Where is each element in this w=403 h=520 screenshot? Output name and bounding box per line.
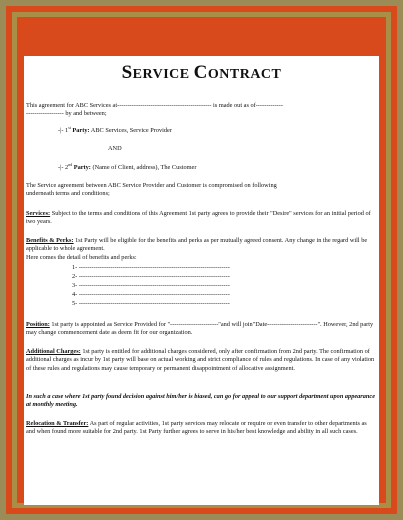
position-section [26,321,376,338]
party-2-text: (Name of Client, address), The Customer [90,164,197,171]
compromise-paragraph [26,182,376,199]
title-initial-1: S [121,62,133,83]
benefit-item-4: 4- ------------------------------------------------------------------------ [72,291,230,298]
party-1-prefix: -|- 1 [58,127,69,134]
relocation-heading: Relocation & Transfer: [26,420,89,427]
and-text: AND [108,145,122,152]
party-2-prefix: -|- 2 [58,164,69,171]
party-2-label: Party: [72,164,91,171]
services-text: Subject to the terms and conditions of this Agreement 1st party agrees to provide their "Desire" services for an initial period of two years. [26,210,371,226]
party-1 [58,124,172,135]
benefit-item-1: 1- ------------------------------------------------------------------------ [72,264,230,271]
document-title [0,62,403,84]
party-1-label: Party: [70,127,90,134]
intro-paragraph [26,102,376,119]
benefit-item-3: 3- ------------------------------------------------------------------------ [72,282,230,289]
party-1-text: ABC Services, Service Provider [89,127,172,134]
benefit-item-2: 2- ------------------------------------------------------------------------ [72,273,230,280]
position-heading: Position: [26,321,50,328]
document-page [24,56,379,505]
charges-section [26,348,376,373]
party-2 [58,161,197,172]
intro-line-2: ------------------ by and between; [26,110,107,118]
services-section [26,210,376,227]
benefits-section [26,237,376,262]
position-text: 1st party is appointed as Service Provided for "-----------------------"and will join"Date------------------------". However, 2nd party may change commencement date as deem fit for our organization. [26,321,374,337]
title-rest-1: ERVICE [132,67,194,82]
party-1-sup: st [68,124,71,130]
compromise-line-1: The Service agreement between ABC Service Provider and Customer is compromised on following [26,182,277,189]
relocation-text: As part of regular activities, 1st party services may relocate or require or even transfer to other departments as and when found more suitable for 2nd party. 1st Party further agrees to serve in his/her best knowledge and ability in all such cases. [26,420,367,436]
intro-line-1: This agreement for ABC Services at--------------------------------------------- is made out as of------------- [26,102,283,109]
benefits-heading: Benefits & Perks: [26,237,74,244]
services-heading: Services: [26,210,51,217]
compromise-line-2: underneath terms and conditions; [26,190,110,198]
charges-heading: Additional Charges: [26,348,81,355]
benefit-item-5: 5- ------------------------------------------------------------------------ [72,300,230,307]
charges-text: 1st party is entitled for additional charges considered, only after confirmation from 2nd party. The confirmation of additional charges as incur by 1st party will base on actual working and strict compliance of rules and regulations. In case of any violation of these rules and regulations may cause temporary or permanent disappointment of allocative assignment. [26,348,375,372]
relocation-section [26,420,376,437]
benefits-detail: Here comes the detail of benefits and perks: [26,253,137,261]
title-initial-2: C [193,62,208,83]
party-2-sup: nd [68,161,73,167]
appeal-note: In such a case where 1st party found decision against him/her is biased, can go for appeal to our support department upon appearance at monthly meeting. [26,393,375,409]
benefits-text: 1st Party will be eligible for the benefits and perks as per mutually agreed consent. Any change in the regard will be applicable to whole agreement. [26,237,368,253]
title-rest-2: ONTRACT [207,67,282,82]
